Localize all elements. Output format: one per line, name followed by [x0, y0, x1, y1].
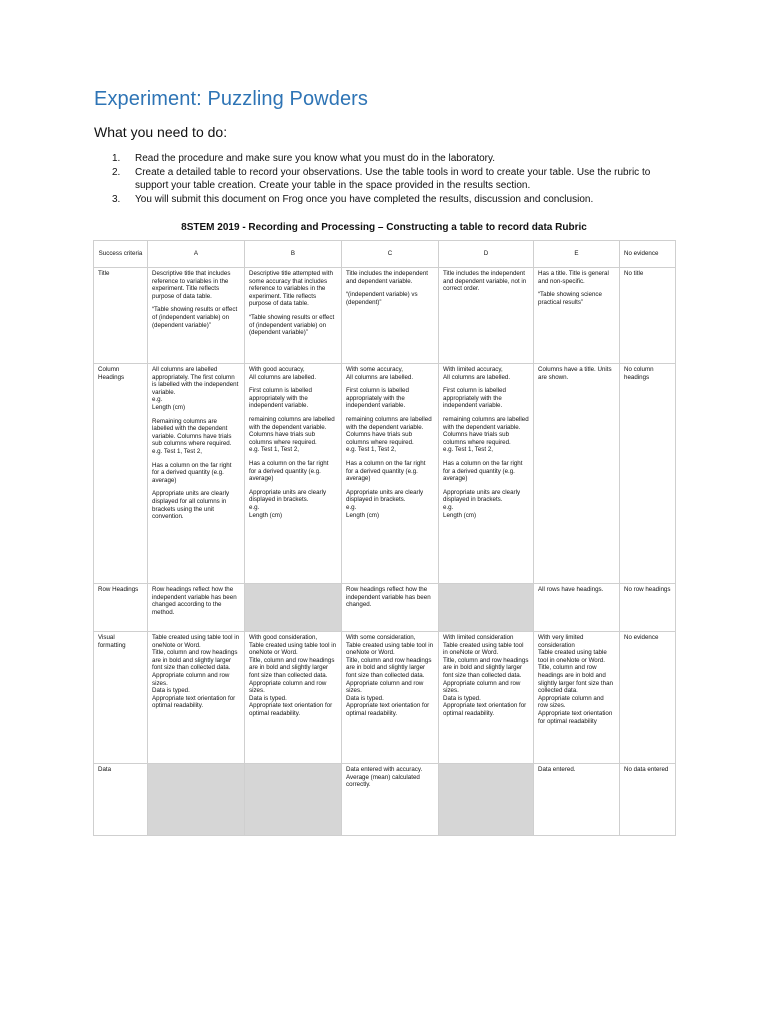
rubric-header-row [94, 241, 676, 268]
rubric-row [94, 584, 676, 632]
cell-paragraph: Data entered with accuracy. Average (mean) calculated correctly. [346, 766, 423, 789]
header-no-evidence: No evidence [620, 241, 676, 268]
cell-paragraph: Table created using table tool in oneNote or Word. Title, column and row headings are in bold and slightly larger font size than collected data. Appropriate column and row sizes. Data is typed. Appropriate text orientation for optimal readability. [152, 634, 240, 710]
rubric-table [93, 240, 676, 836]
instruction-text: You will submit this document on Frog once you have completed the results, discussion and conclusion. [135, 193, 594, 205]
instruction-text: Create a detailed table to record your observations. Use the table tools in word to create your table. Use the rubric to support your table creation. Create your table in the space provided in the results section. [135, 166, 651, 191]
cell-paragraph: remaining columns are labelled with the dependent variable. Columns have trials sub columns where required. e.g. Test 1, Test 2, [249, 415, 335, 454]
instruction-number: 2. [112, 166, 121, 178]
cell-paragraph: No data entered [624, 766, 669, 773]
cell-paragraph: With very limited consideration Table created using table tool in oneNote or Word. Title, column and row headings are in bold and slightly larger font size than collected data. Appropriate column and row sizes. Appropriate text orientation for optimal readability [538, 634, 613, 725]
cell-paragraph: No row headings [624, 586, 671, 593]
rubric-cell-no-evidence [620, 632, 676, 764]
cell-paragraph: With some accuracy, All columns are labelled. [346, 366, 414, 381]
document-title: Experiment: Puzzling Powders [94, 88, 369, 110]
cell-paragraph: All columns are labelled appropriately. The first column is labelled with the independent variable. e.g. Length (cm) [152, 366, 239, 411]
rubric-cell-a [148, 584, 245, 632]
rubric-cell-b [245, 364, 342, 584]
cell-paragraph: Has a column on the far right for a derived quantity (e.g. average) [443, 459, 523, 483]
cell-paragraph: Appropriate units are clearly displayed in brackets. e.g. Length (cm) [443, 488, 521, 519]
cell-paragraph: Data entered. [538, 766, 576, 773]
cell-paragraph: No column headings [624, 366, 654, 381]
rubric-cell-e [534, 364, 620, 584]
cell-paragraph: First column is labelled appropriately with the independent variable. [346, 387, 409, 410]
header-grade-a: A [148, 241, 245, 268]
cell-paragraph: Row headings reflect how the independent variable has been changed according to the method. [152, 586, 237, 616]
instruction-text: Read the procedure and make sure you know what you must do in the laboratory. [135, 153, 496, 164]
cell-paragraph: With limited accuracy, All columns are labelled. [443, 366, 511, 381]
rubric-cell-a [148, 364, 245, 584]
cell-paragraph: “Table showing science practical results” [538, 291, 602, 306]
header-success-criteria: Success criteria [94, 241, 148, 268]
cell-paragraph: First column is labelled appropriately with the independent variable. [249, 387, 312, 410]
rubric-cell-no-evidence [620, 584, 676, 632]
cell-paragraph: Remaining columns are labelled with the dependent variable. Columns have trials sub columns where required. e.g. Test 1, Test 2, [152, 417, 232, 455]
cell-paragraph: Has a column on the far right for a derived quantity (e.g. average) [152, 461, 232, 484]
cell-paragraph: Title includes the independent and dependent variable, not in correct order. [443, 270, 527, 293]
cell-paragraph: Descriptive title attempted with some accuracy that includes reference to variables in the experiment. Title reflects purpose of data table. [249, 270, 333, 308]
rubric-cell-b [245, 268, 342, 364]
header-grade-b: B [245, 241, 342, 268]
instruction-item [112, 166, 672, 193]
rubric-cell-b [245, 632, 342, 764]
criteria-label: Row Headings [94, 584, 148, 632]
rubric-cell-e [534, 764, 620, 836]
instructions-list [112, 152, 672, 206]
criteria-label: Column Headings [94, 364, 148, 584]
header-grade-c: C [342, 241, 439, 268]
cell-paragraph: remaining columns are labelled with the dependent variable. Columns have trials sub columns where required. e.g. Test 1, Test 2, [346, 415, 432, 454]
rubric-cell-d [439, 764, 534, 836]
rubric-cell-d [439, 268, 534, 364]
rubric-cell-e [534, 268, 620, 364]
cell-paragraph: No title [624, 270, 644, 277]
header-grade-d: D [439, 241, 534, 268]
rubric-cell-a [148, 268, 245, 364]
rubric-body [94, 268, 676, 836]
cell-paragraph: Descriptive title that includes reference to variables in the experiment. Title reflects purpose of data table. [152, 270, 231, 300]
cell-paragraph: Appropriate units are clearly displayed in brackets. e.g. Length (cm) [249, 488, 327, 519]
rubric-cell-e [534, 632, 620, 764]
criteria-label: Visual formatting [94, 632, 148, 764]
rubric-cell-c [342, 268, 439, 364]
rubric-cell-no-evidence [620, 364, 676, 584]
rubric-row [94, 632, 676, 764]
rubric-cell-c [342, 632, 439, 764]
cell-paragraph: remaining columns are labelled with the dependent variable. Columns have trials sub columns where required. e.g. Test 1, Test 2, [443, 415, 529, 454]
instruction-number: 1. [112, 153, 121, 164]
rubric-row [94, 764, 676, 836]
cell-paragraph: Has a column on the far right for a derived quantity (e.g. average) [249, 459, 329, 483]
cell-paragraph: All rows have headings. [538, 586, 604, 593]
rubric-row [94, 268, 676, 364]
cell-paragraph: Appropriate units are clearly displayed for all columns in brackets using the unit convention. [152, 490, 230, 521]
cell-paragraph: Row headings reflect how the independent variable has been changed. [346, 586, 431, 609]
criteria-label: Title [94, 268, 148, 364]
cell-paragraph: No evidence [624, 634, 659, 641]
instruction-number: 3. [112, 193, 121, 205]
cell-paragraph: With limited consideration Table created using table tool in oneNote or Word. Title, column and row headings are in bold and slightly larger font size than collected data. Appropriate column and row sizes. Data is typed. Appropriate text orientation for optimal readability. [443, 634, 529, 717]
cell-paragraph: Appropriate units are clearly displayed in brackets. e.g. Length (cm) [346, 488, 424, 519]
rubric-cell-d [439, 364, 534, 584]
cell-paragraph: First column is labelled appropriately with the independent variable. [443, 387, 506, 410]
rubric-cell-b [245, 584, 342, 632]
header-grade-e: E [534, 241, 620, 268]
instruction-item [112, 193, 672, 207]
cell-paragraph: Has a title. Title is general and non-specific. [538, 270, 609, 285]
criteria-label: Data [94, 764, 148, 836]
instruction-item [112, 152, 672, 166]
cell-paragraph: Title includes the independent and dependent variable. [346, 270, 428, 285]
cell-paragraph: “Table showing results or effect of (independent variable) on (dependent variable)” [249, 313, 335, 337]
rubric-cell-no-evidence [620, 268, 676, 364]
rubric-cell-no-evidence [620, 764, 676, 836]
rubric-heading: 8STEM 2019 - Recording and Processing – Constructing a table to record data Rubric [181, 222, 587, 233]
cell-paragraph: With good consideration, Table created using table tool in oneNote or Word. Title, column and row headings are in bold and slightly larger font size than collected data. Appropriate column and row sizes. Data is typed. Appropriate text orientation for optimal readability. [249, 634, 337, 717]
cell-paragraph: Has a column on the far right for a derived quantity (e.g. average) [346, 459, 426, 483]
cell-paragraph: “Table showing results or effect of (independent variable) on (dependent variable)” [152, 306, 238, 329]
cell-paragraph: With good accuracy, All columns are labelled. [249, 366, 317, 381]
cell-paragraph: Columns have a title. Units are shown. [538, 366, 612, 381]
rubric-cell-d [439, 632, 534, 764]
cell-paragraph: With some consideration, Table created using table tool in oneNote or Word. Title, column and row headings are in bold and slightly larger font size than collected data. Appropriate column and row sizes. Data is typed. Appropriate text orientation for optimal readability. [346, 634, 434, 717]
rubric-cell-c [342, 584, 439, 632]
rubric-cell-e [534, 584, 620, 632]
cell-paragraph: “(independent variable) vs (dependent)” [346, 291, 418, 306]
rubric-cell-a [148, 632, 245, 764]
rubric-cell-c [342, 764, 439, 836]
rubric-row [94, 364, 676, 584]
rubric-cell-d [439, 584, 534, 632]
rubric-cell-a [148, 764, 245, 836]
rubric-cell-b [245, 764, 342, 836]
section-subtitle: What you need to do: [94, 124, 228, 140]
rubric-cell-c [342, 364, 439, 584]
